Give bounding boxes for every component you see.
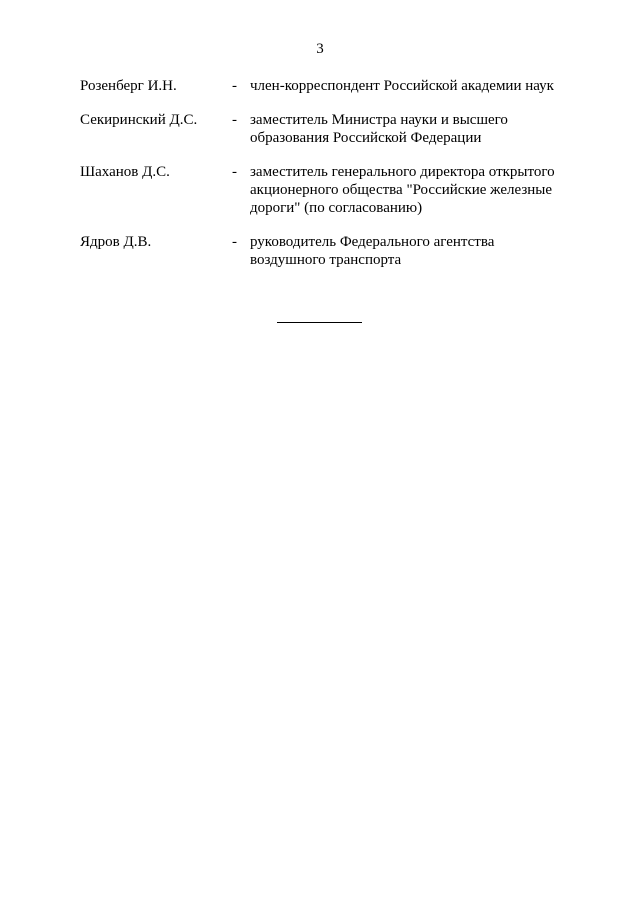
member-position: руководитель Федерального агентства воздушного транспорта bbox=[250, 234, 495, 268]
member-row bbox=[80, 163, 580, 217]
member-name: Секиринский Д.С. bbox=[80, 112, 198, 128]
member-list bbox=[80, 77, 580, 285]
member-dash: - bbox=[232, 112, 237, 128]
end-separator-line bbox=[277, 322, 362, 323]
member-row bbox=[80, 77, 580, 95]
member-name: Ядров Д.В. bbox=[80, 234, 152, 250]
member-position: заместитель Министра науки и высшего образования Российской Федерации bbox=[250, 112, 508, 146]
member-dash: - bbox=[232, 78, 237, 94]
member-row bbox=[80, 233, 580, 269]
member-dash: - bbox=[232, 164, 237, 180]
page-number: 3 bbox=[316, 41, 324, 57]
member-name: Шаханов Д.С. bbox=[80, 164, 170, 180]
member-position: член-корреспондент Российской академии наук bbox=[250, 78, 554, 94]
member-row bbox=[80, 111, 580, 147]
member-position: заместитель генерального директора открытого акционерного общества "Российские железные дороги" (по согласованию) bbox=[250, 164, 555, 216]
member-name: Розенберг И.Н. bbox=[80, 78, 177, 94]
member-dash: - bbox=[232, 234, 237, 250]
